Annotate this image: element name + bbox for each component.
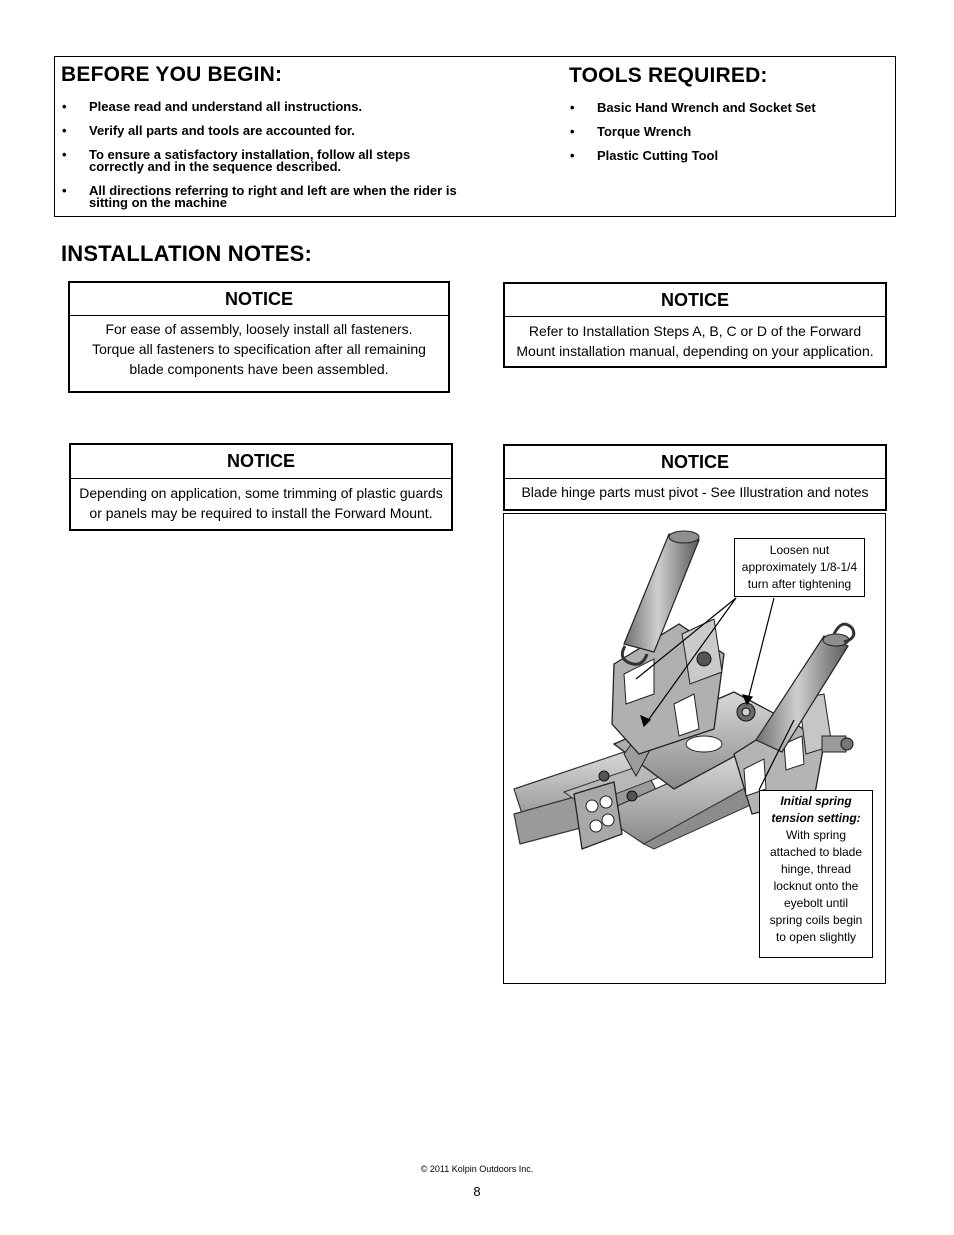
list-item: • Basic Hand Wrench and Socket Set <box>569 102 889 114</box>
list-item: • All directions referring to right and left are when the rider is sitting on the machine <box>61 185 461 209</box>
blade-hinge-illustration-box <box>503 513 886 984</box>
notice-line: Blade hinge parts must pivot - See Illustration and notes <box>521 484 869 500</box>
notice-line: or panels may be required to install the Forward Mount. <box>89 505 433 521</box>
before-you-begin-list <box>61 101 461 221</box>
callout-title-line: tension setting: <box>771 811 861 825</box>
notice-box-hinge-pivot <box>503 444 887 511</box>
notice-box-installation-steps <box>503 282 887 368</box>
callout-line: locknut onto the <box>773 879 859 893</box>
list-item: • Plastic Cutting Tool <box>569 150 889 162</box>
notice-body <box>71 479 451 523</box>
callout-line: eyebolt until <box>783 896 849 910</box>
callout-line: Loosen nut <box>769 543 830 557</box>
callout-line: turn after tightening <box>747 577 852 591</box>
notice-body <box>505 479 885 502</box>
callout-line: to open slightly <box>775 930 857 944</box>
notice-heading: NOTICE <box>505 284 885 317</box>
list-item: • Verify all parts and tools are accounted for. <box>61 125 461 137</box>
callout-line: attached to blade <box>769 845 863 859</box>
notice-box-fasteners <box>68 281 450 393</box>
page-number: 8 <box>473 1184 481 1199</box>
notice-body <box>505 317 885 361</box>
before-you-begin-title: BEFORE YOU BEGIN: <box>61 63 283 86</box>
notice-heading: NOTICE <box>505 446 885 479</box>
side-plate <box>574 782 622 849</box>
hinge-nut <box>737 703 755 721</box>
installation-notes-title: INSTALLATION NOTES: <box>61 241 313 266</box>
notice-line: For ease of assembly, loosely install all fasteners. <box>105 321 413 337</box>
list-item: • Torque Wrench <box>569 126 889 138</box>
callout-line: approximately 1/8-1/4 <box>741 560 858 574</box>
notice-heading: NOTICE <box>71 445 451 479</box>
callout-line: spring coils begin <box>769 913 863 927</box>
notice-heading: NOTICE <box>70 283 448 316</box>
callout-line: hinge, thread <box>780 862 852 876</box>
tools-required-list <box>569 102 889 174</box>
notice-body <box>70 316 448 379</box>
before-and-tools-box <box>54 56 896 217</box>
callout-loosen-nut <box>734 538 865 597</box>
list-item: • Please read and understand all instructions. <box>61 101 461 113</box>
tools-required-title: TOOLS REQUIRED: <box>569 64 768 87</box>
notice-line: Mount installation manual, depending on your application. <box>516 343 874 359</box>
copyright-footer: © 2011 Kolpin Outdoors Inc. <box>420 1164 534 1174</box>
notice-line: Refer to Installation Steps A, B, C or D of the Forward <box>528 323 862 339</box>
callout-title-line: Initial spring <box>780 794 852 808</box>
notice-line: Torque all fasteners to specification after all remaining <box>92 341 426 357</box>
callout-line: With spring <box>785 828 847 842</box>
list-item: • To ensure a satisfactory installation, follow all steps correctly and in the sequence described. <box>61 149 461 173</box>
notice-box-trimming <box>69 443 453 531</box>
notice-line: Depending on application, some trimming of plastic guards <box>79 485 443 501</box>
callout-spring-tension <box>759 790 873 958</box>
notice-line: blade components have been assembled. <box>129 361 389 377</box>
